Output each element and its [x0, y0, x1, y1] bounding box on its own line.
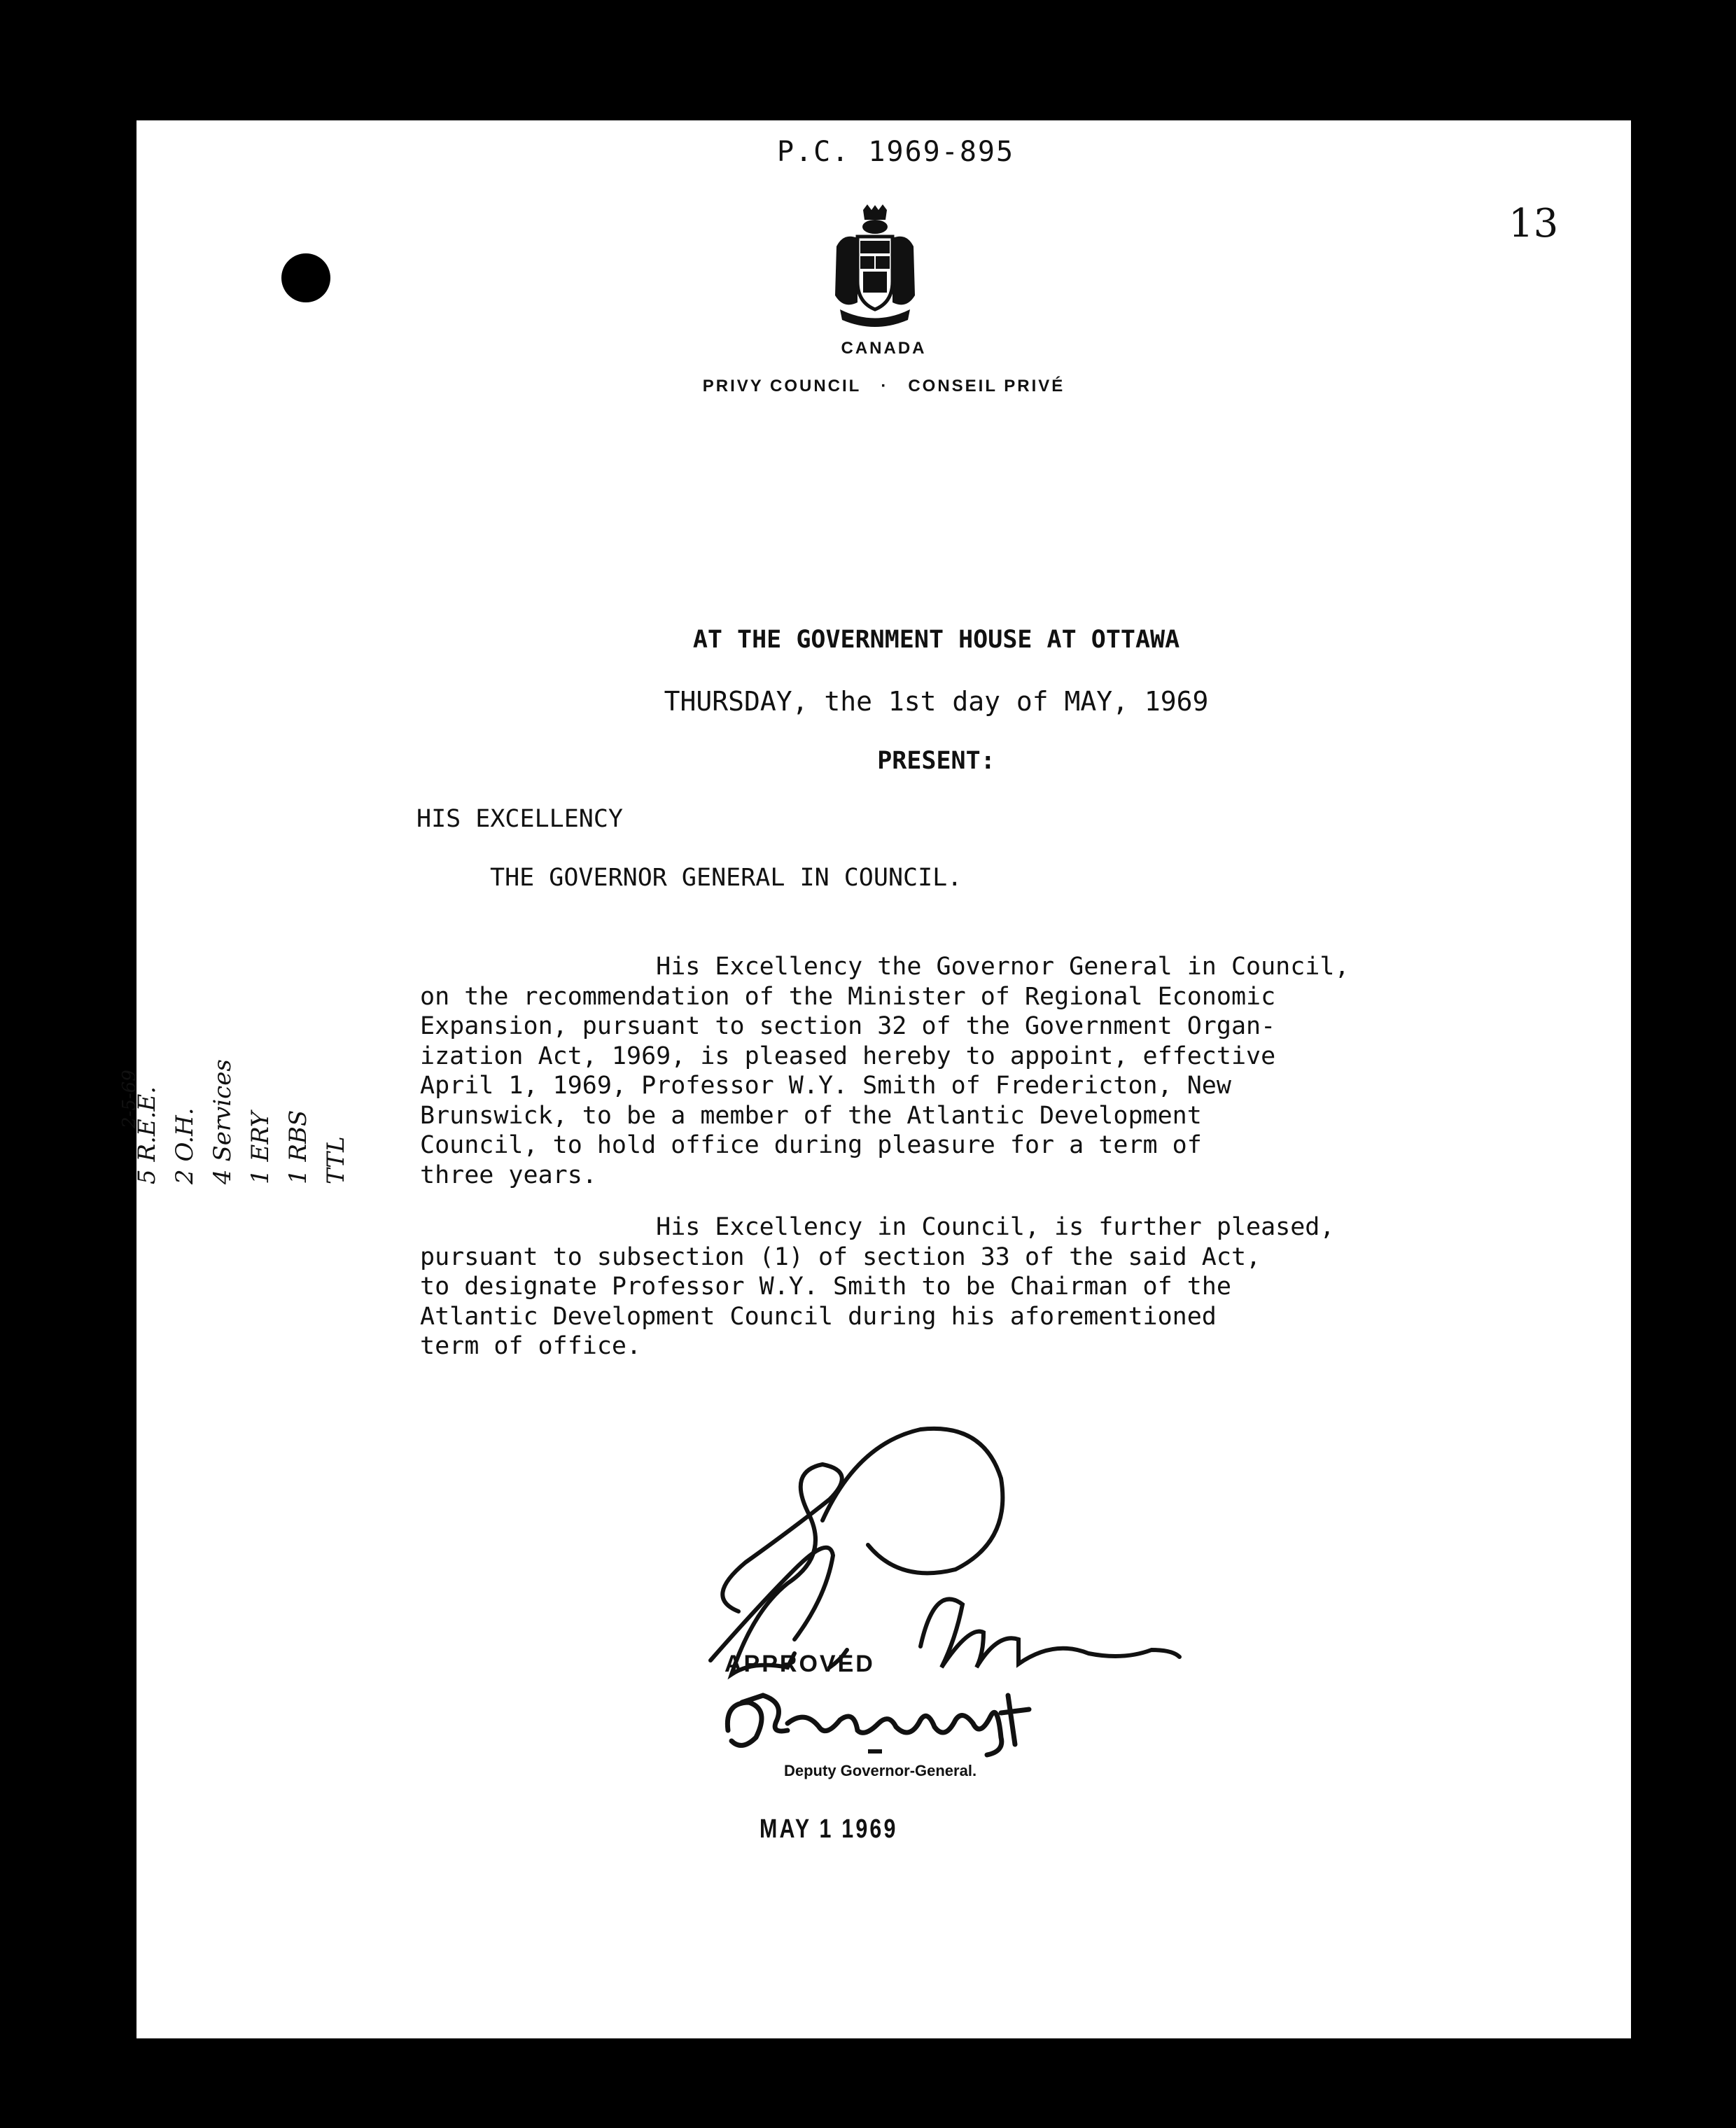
excellency-line: HIS EXCELLENCY — [416, 805, 624, 833]
council-separator: · — [881, 377, 889, 396]
council-name-fr: CONSEIL PRIVÉ — [908, 377, 1065, 396]
body-paragraph-2: His Excellency in Council, is further pleased, pursuant to subsection (1) of section 33 of the said Act, to designate Professor W.Y. Smith to be Chairman of the Atlantic Development Council during his aforementioned term of office. — [420, 1213, 1335, 1360]
country-name: CANADA — [841, 339, 927, 358]
date-stamp: MAY 1 1969 — [760, 1814, 898, 1844]
margin-note: 5 R.E.E. — [133, 1086, 161, 1184]
present-heading: PRESENT: — [877, 747, 995, 775]
date-line: THURSDAY, the 1st day of MAY, 1969 — [664, 686, 1209, 717]
location-line: AT THE GOVERNMENT HOUSE AT OTTAWA — [692, 626, 1180, 654]
margin-note: 2 O.H. — [171, 1107, 199, 1184]
margin-note: TTL — [322, 1136, 350, 1184]
order-number: P.C. 1969-895 — [777, 136, 1015, 168]
margin-notes — [128, 1059, 355, 1184]
deputy-signature — [721, 1681, 1050, 1758]
deputy-title: Deputy Governor-General. — [784, 1762, 977, 1779]
margin-note: 1 ERY — [246, 1111, 274, 1184]
council-name-en: PRIVY COUNCIL — [702, 377, 862, 396]
body-paragraph-1: His Excellency the Governor General in Council, on the recommendation of the Minister of Regional Economic Expansion, pursuant to section 32 of the Government Organ- ization Act, 1969, is pleased hereby to appoint, effective April 1, 1969, Professor W.Y. Smith of Fredericton, New Brunswick, to be a member of the Atlantic Development Council, to hold office during pleasure for a term of three years. — [420, 953, 1350, 1189]
margin-date: 2-5-69 — [119, 1070, 140, 1128]
coat-of-arms-icon — [830, 204, 920, 334]
council-name — [136, 377, 1631, 396]
governor-line: THE GOVERNOR GENERAL IN COUNCIL. — [490, 864, 962, 892]
approved-label: APPROVED — [724, 1651, 875, 1677]
margin-note: 4 Services — [209, 1059, 237, 1184]
document-page — [119, 120, 1631, 2038]
punch-hole — [281, 253, 330, 302]
page-number: 13 — [1508, 201, 1559, 246]
margin-note: 1 RBS — [284, 1110, 312, 1184]
